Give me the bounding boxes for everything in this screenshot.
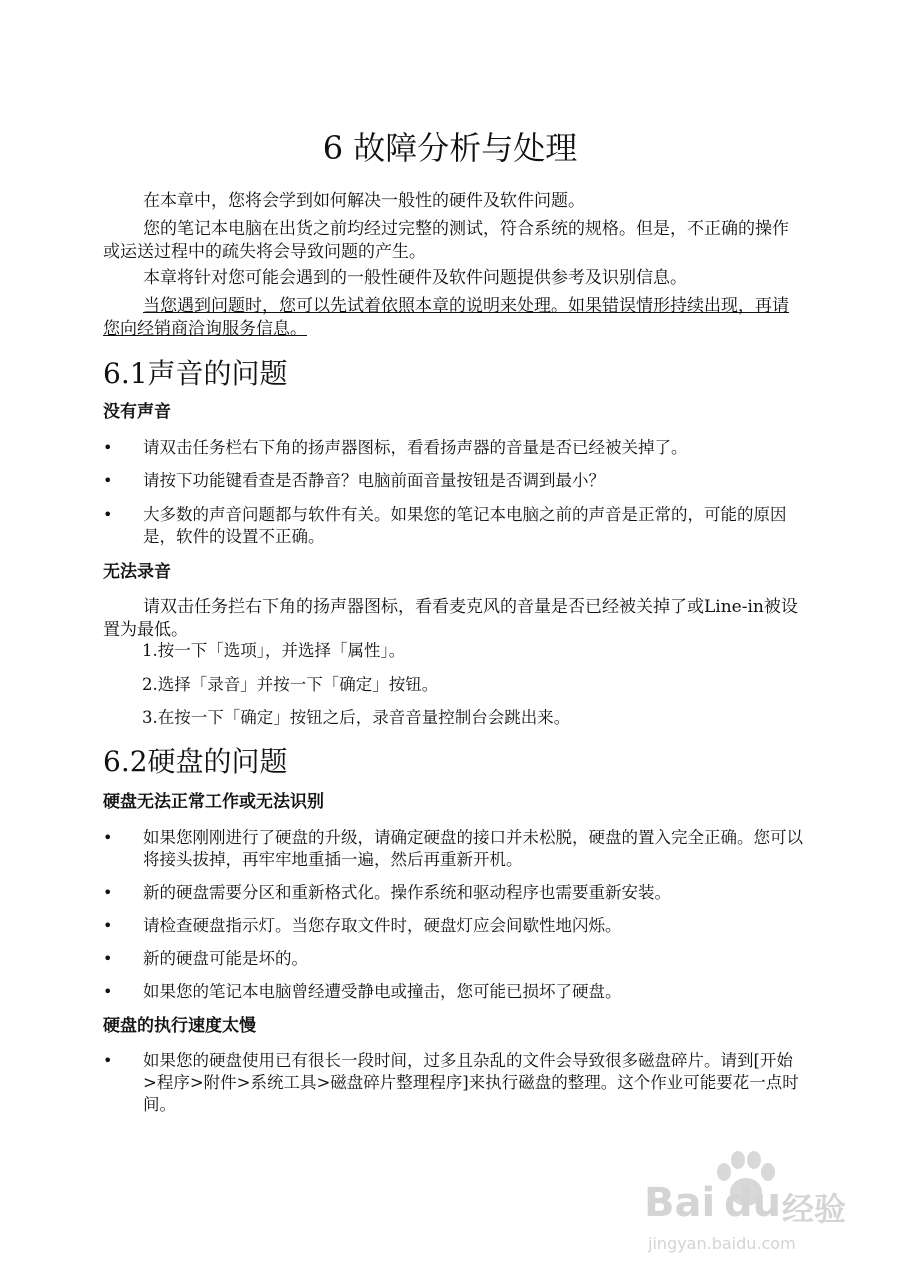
record-paragraph-text: 请双击任务拦右下角的扬声器图标，看看麦克风的音量是否已经被关掉了或Line-in被设置为最低。 xyxy=(103,597,798,640)
subheading-disk-not-working: 硬盘无法正常工作或无法识别 xyxy=(103,792,324,812)
step-item: 3.在按一下「确定」按钮之后，录音音量控制台会跳出来。 xyxy=(142,708,571,727)
intro-paragraph-3 xyxy=(103,267,803,290)
list-item xyxy=(103,915,803,937)
list-item-text: 新的硬盘可能是坏的。 xyxy=(143,949,308,968)
section-heading-sound: 6.1声音的问题 xyxy=(103,357,288,390)
intro-text-1: 在本章中，您将会学到如何解决一般性的硬件及软件问题。 xyxy=(143,191,585,211)
bullet-icon: • xyxy=(103,883,113,902)
list-item xyxy=(103,882,803,904)
record-paragraph xyxy=(103,596,803,642)
bullet-icon: • xyxy=(103,1051,113,1070)
list-item xyxy=(103,504,803,548)
step-item: 2.选择「录音」并按一下「确定」按钮。 xyxy=(142,675,439,694)
bullet-icon: • xyxy=(103,916,113,935)
list-item-text: 如果您的硬盘使用已有很长一段时间，过多且杂乱的文件会导致很多磁盘碎片。请到[开始>程序>附件>系统工具>磁盘碎片整理程序]来执行磁盘的整理。这个作业可能要花一点时间。 xyxy=(143,1051,799,1114)
list-item xyxy=(103,948,803,970)
intro-paragraph-1 xyxy=(103,190,803,213)
watermark-url: jingyan.baidu.com xyxy=(648,1234,796,1253)
list-item xyxy=(103,981,803,1003)
list-item-text: 请检查硬盘指示灯。当您存取文件时，硬盘灯应会间歇性地闪烁。 xyxy=(143,916,622,935)
list-item-text: 请按下功能键看查是否静音？电脑前面音量按钮是否调到最小？ xyxy=(143,471,605,490)
step-item: 1.按一下「选项」，并选择「属性」。 xyxy=(142,641,406,660)
intro-text-3: 本章将针对您可能会遇到的一般性硬件及软件问题提供参考及识别信息。 xyxy=(143,268,687,288)
chapter-title: 6 故障分析与处理 xyxy=(322,129,578,167)
subheading-no-sound: 没有声音 xyxy=(103,402,171,422)
watermark-brand-2: du xyxy=(724,1180,782,1226)
intro-text-2: 您的笔记本电脑在出货之前均经过完整的测试，符合系统的规格。但是，不正确的操作或运送过程中的疏失将会导致问题的产生。 xyxy=(103,219,789,262)
subheading-disk-slow: 硬盘的执行速度太慢 xyxy=(103,1016,256,1036)
list-item-text: 大多数的声音问题都与软件有关。如果您的笔记本电脑之前的声音是正常的，可能的原因是，软件的设置不正确。 xyxy=(143,505,787,546)
list-item-text: 如果您刚刚进行了硬盘的升级，请确定硬盘的接口并未松脱，硬盘的置入完全正确。您可以将接头拔掉，再牢牢地重插一遍，然后再重新开机。 xyxy=(143,828,803,869)
list-item xyxy=(103,437,803,459)
list-item xyxy=(103,1050,803,1116)
intro-paragraph-2 xyxy=(103,218,803,264)
watermark-brand: Bai xyxy=(644,1180,716,1226)
section-heading-harddisk: 6.2硬盘的问题 xyxy=(103,745,288,778)
bullet-icon: • xyxy=(103,949,113,968)
bullet-icon: • xyxy=(103,471,113,490)
list-item-text: 如果您的笔记本电脑曾经遭受静电或撞击，您可能已损坏了硬盘。 xyxy=(143,982,622,1001)
subheading-cannot-record: 无法录音 xyxy=(103,562,171,582)
watermark-cn: 经验 xyxy=(782,1190,847,1228)
list-item xyxy=(103,470,803,492)
bullet-icon: • xyxy=(103,828,113,847)
bullet-icon: • xyxy=(103,982,113,1001)
list-item xyxy=(103,827,803,871)
baidu-jingyan-watermark xyxy=(640,1150,880,1260)
bullet-icon: • xyxy=(103,438,113,457)
intro-text-4: 当您遇到问题时，您可以先试着依照本章的说明来处理。如果错误情形持续出现，再请您向经销商洽询服务信息。 xyxy=(103,296,789,339)
bullet-icon: • xyxy=(103,505,113,524)
list-item-text: 新的硬盘需要分区和重新格式化。操作系统和驱动程序也需要重新安装。 xyxy=(143,883,671,902)
list-item-text: 请双击任务栏右下角的扬声器图标，看看扬声器的音量是否已经被关掉了。 xyxy=(143,438,688,457)
intro-paragraph-4 xyxy=(103,295,803,341)
